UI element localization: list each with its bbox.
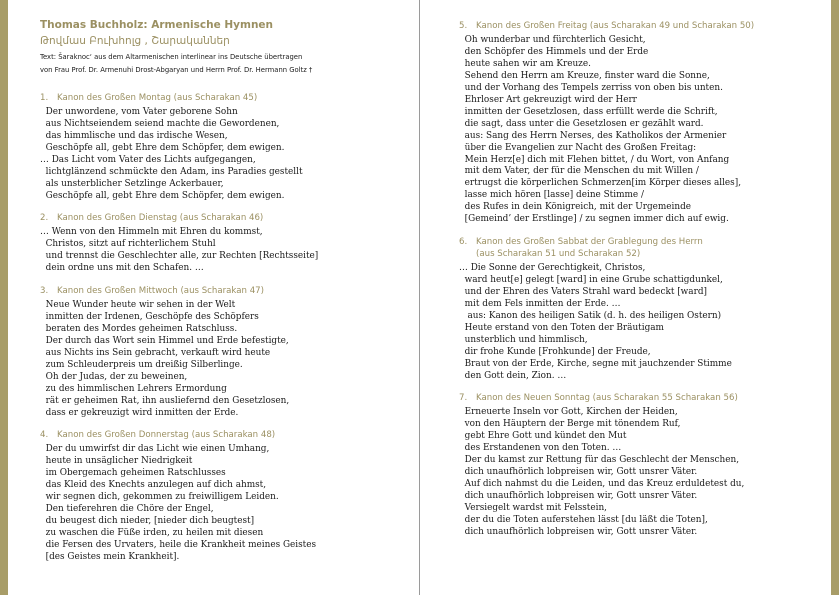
hymn-line: dir frohe Kunde [Frohkunde] der Freude, bbox=[459, 346, 651, 357]
hymn-line: rät er geheimen Rat, ihn ausliefernd den Gesetzlosen, bbox=[40, 395, 290, 406]
hymn-line: ward heut[e] gelegt [ward] in eine Grube schattigdunkel, bbox=[459, 274, 723, 285]
hymn-line: die sagt, dass unter die Gesetzlosen er gezählt ward. bbox=[459, 118, 704, 129]
hymn-line: Heute erstand von den Toten der Bräutigam bbox=[459, 322, 664, 333]
hymn-line: Christos, sitzt auf richterlichem Stuhl bbox=[40, 238, 216, 249]
hymn-line: dich unaufhörlich lobpreisen wir, Gott unsrer Väter. bbox=[459, 490, 698, 501]
hymn-line: [des Geistes mein Krankheit]. bbox=[40, 551, 180, 562]
hymn-line: den Schöpfer des Himmels und der Erde bbox=[459, 46, 649, 57]
hymn-line: Auf dich nahmst du die Leiden, und das Kreuz erduldetest du, bbox=[459, 478, 745, 489]
hymn-line: des Rufes in dein Königreich, mit der Urgemeinde bbox=[459, 202, 692, 213]
hymn-line: wir segnen dich, gekommen zu freiwilligem Leiden. bbox=[40, 491, 279, 502]
section-heading bbox=[459, 236, 732, 260]
hymn-line: Geschöpfe all, gebt Ehre dem Schöpfer, dem ewigen. bbox=[40, 142, 285, 153]
hymn-line: des Erstandenen von den Toten. … bbox=[459, 442, 622, 453]
hymn-line: über die Evangelien zur Nacht des Großen Freitag: bbox=[459, 142, 697, 153]
hymn-line: beraten des Mordes geheimen Ratschluss. bbox=[40, 323, 238, 334]
hymn-line: Der du umwirfst dir das Licht wie einen Umhang, bbox=[40, 444, 270, 454]
armenian-subtitle: Թովմաս Բուխհոլց , Շարականներ bbox=[40, 35, 230, 47]
hymn-line: und der Vorhang des Tempels zerriss von oben bis unten. bbox=[459, 82, 723, 93]
hymn-line: Sehend den Herrn am Kreuze, finster ward die Sonne, bbox=[459, 70, 710, 81]
hymn-line: [Gemeind’ der Erstlinge] / zu segnen immer dich auf ewig. bbox=[459, 214, 729, 225]
hymn-line: heute sahen wir am Kreuze. bbox=[459, 58, 591, 69]
section-heading bbox=[40, 92, 303, 104]
hymn-line: … Die Sonne der Gerechtigkeit, Christos, bbox=[459, 263, 646, 273]
hymn-section bbox=[40, 92, 303, 203]
hymn-text bbox=[40, 300, 289, 420]
hymn-line: Braut von der Erde, Kirche, segne mit jauchzender Stimme bbox=[459, 358, 732, 369]
hymn-line: dein ordne uns mit den Schafen. … bbox=[40, 262, 204, 273]
hymn-line: und trennst die Geschlechter alle, zur Rechten [Rechtsseite] bbox=[40, 250, 319, 261]
hymn-section bbox=[40, 212, 318, 275]
hymn-line: als unsterblicher Setzlinge Ackerbauer, bbox=[40, 178, 224, 189]
hymn-line: Geschöpfe all, gebt Ehre dem Schöpfer, dem ewigen. bbox=[40, 190, 285, 201]
hymn-text bbox=[459, 35, 754, 226]
hymn-line: Neue Wunder heute wir sehen in der Welt bbox=[40, 300, 236, 310]
hymn-line: dich unaufhörlich lobpreisen wir, Gott unsrer Väter. bbox=[459, 466, 698, 477]
hymn-line: aus: Sang des Herrn Nerses, des Katholikos der Armenier bbox=[459, 130, 727, 141]
hymn-line: im Obergemach geheimen Ratschlusses bbox=[40, 467, 226, 478]
hymn-line: lichtglänzend schmückte den Adam, ins Paradies gestellt bbox=[40, 166, 303, 177]
hymn-line: mit dem Fels inmitten der Erde. … bbox=[459, 298, 621, 309]
hymn-text bbox=[40, 107, 303, 203]
section-title: Kanon des Großen Donnerstag (aus Scharakan 48) bbox=[57, 430, 276, 440]
book-spine-divider bbox=[419, 0, 420, 595]
section-title: Kanon des Großen Sabbat der Grablegung des Herrn (aus Scharakan 51 und Scharakan 52) bbox=[476, 237, 703, 259]
document-title: Thomas Buchholz: Armenische Hymnen bbox=[40, 19, 274, 31]
section-title: Kanon des Großen Dienstag (aus Scharakan 46) bbox=[57, 213, 264, 223]
hymn-section bbox=[459, 20, 754, 226]
hymn-line: zu des himmlischen Lehrers Ermordung bbox=[40, 383, 227, 394]
hymn-line: Der unwordene, vom Vater geborene Sohn bbox=[40, 107, 238, 117]
section-title: Kanon des Großen Freitag (aus Scharakan 49 und Scharakan 50) bbox=[476, 21, 755, 31]
hymn-line: Versiegelt wardst mit Felsstein, bbox=[459, 502, 607, 513]
section-title: Kanon des Neuen Sonntag (aus Scharakan 55 Scharakan 56) bbox=[476, 393, 738, 403]
hymn-line: … Das Licht vom Vater des Lichts aufgegangen, bbox=[40, 154, 256, 165]
hymn-line: dich unaufhörlich lobpreisen wir, Gott unsrer Väter. bbox=[459, 526, 698, 537]
section-number: 1. bbox=[40, 93, 49, 103]
section-heading bbox=[40, 285, 289, 297]
section-heading bbox=[40, 212, 318, 224]
section-title: Kanon des Großen Montag (aus Scharakan 45) bbox=[57, 93, 258, 103]
hymn-line: heute in unsäglicher Niedrigkeit bbox=[40, 455, 193, 466]
hymn-line: inmitten der Irdenen, Geschöpfe des Schöpfers bbox=[40, 311, 259, 322]
hymn-line: aus Nichtseiendem seiend machte die Gewordenen, bbox=[40, 118, 280, 129]
hymn-line: die Fersen des Urvaters, heile die Krankheit meines Geistes bbox=[40, 539, 317, 550]
hymn-section bbox=[459, 236, 732, 383]
page-edge-left bbox=[0, 0, 8, 595]
hymn-line: Oh der Judas, der zu beweinen, bbox=[40, 371, 188, 382]
hymn-line: unsterblich und himmlisch, bbox=[459, 334, 588, 345]
hymn-section bbox=[459, 392, 744, 538]
section-number: 2. bbox=[40, 213, 49, 223]
hymn-line: aus Nichts ins Sein gebracht, verkauft wird heute bbox=[40, 347, 271, 358]
hymn-text bbox=[40, 227, 318, 275]
hymn-line: dass er gekreuzigt wird inmitten der Erde. bbox=[40, 407, 239, 418]
hymn-line: von den Häuptern der Berge mit tönendem Ruf, bbox=[459, 418, 681, 429]
section-number: 3. bbox=[40, 286, 49, 296]
text-credit-line-1: Text: Šaraknoc‘ aus dem Altarmenischen interlinear ins Deutsche übertragen bbox=[40, 53, 303, 61]
hymn-line: Oh wunderbar und fürchterlich Gesicht, bbox=[459, 35, 646, 45]
hymn-line: lasse mich hören [lasse] deine Stimme / bbox=[459, 190, 644, 201]
hymn-text bbox=[459, 407, 744, 538]
hymn-text bbox=[459, 263, 732, 383]
hymn-text bbox=[40, 444, 316, 564]
hymn-line: … Wenn von den Himmeln mit Ehren du kommst, bbox=[40, 227, 263, 237]
hymn-line: Der durch das Wort sein Himmel und Erde befestigte, bbox=[40, 335, 289, 346]
hymn-line: Erneuerte Inseln vor Gott, Kirchen der Heiden, bbox=[459, 407, 678, 417]
section-number: 7. bbox=[459, 393, 468, 403]
hymn-line: gebt Ehre Gott und kündet den Mut bbox=[459, 430, 627, 441]
text-credit-line-2: von Frau Prof. Dr. Armenuhi Drost-Abgaryan und Herrn Prof. Dr. Hermann Goltz † bbox=[40, 66, 313, 74]
hymn-line: und der Ehren des Vaters Strahl ward bedeckt [ward] bbox=[459, 286, 707, 297]
section-number: 5. bbox=[459, 21, 468, 31]
hymn-line: das himmlische und das irdische Wesen, bbox=[40, 130, 228, 141]
hymn-line: inmitten der Gesetzlosen, dass erfüllt werde die Schrift, bbox=[459, 106, 718, 117]
section-heading bbox=[459, 392, 744, 404]
page-edge-right bbox=[831, 0, 839, 595]
hymn-line: der du die Toten auferstehen lässt [du läßt die Toten], bbox=[459, 514, 708, 525]
hymn-section bbox=[40, 429, 316, 564]
hymn-line: Mein Herz[e] dich mit Flehen bittet, / du Wort, von Anfang bbox=[459, 154, 730, 165]
hymn-line: den Gott dein, Zion. … bbox=[459, 370, 567, 381]
hymn-line: du beugest dich nieder, [nieder dich beugtest] bbox=[40, 515, 255, 526]
section-heading bbox=[459, 20, 754, 32]
hymn-line: ertrugst die körperlichen Schmerzen[im Körper dieses alles], bbox=[459, 178, 742, 189]
hymn-line: mit dem Vater, der für die Menschen du mit Willen / bbox=[459, 166, 699, 177]
section-heading bbox=[40, 429, 316, 441]
hymn-line: das Kleid des Knechts anzulegen auf dich ahmst, bbox=[40, 479, 267, 490]
hymn-line: zum Schleuderpreis um dreißig Silberlinge. bbox=[40, 359, 243, 370]
hymn-section bbox=[40, 285, 289, 420]
hymn-line: zu waschen die Füße irden, zu heilen mit diesen bbox=[40, 527, 264, 538]
hymn-line: Ehrloser Art gekreuzigt wird der Herr bbox=[459, 94, 637, 105]
section-number: 4. bbox=[40, 430, 49, 440]
section-number: 6. bbox=[459, 237, 468, 247]
hymn-line: Den tieferehren die Chöre der Engel, bbox=[40, 503, 214, 514]
hymn-line: aus: Kanon des heiligen Satik (d. h. des heiligen Ostern) bbox=[459, 310, 722, 321]
section-title: Kanon des Großen Mittwoch (aus Scharakan 47) bbox=[57, 286, 264, 296]
hymn-line: Der du kamst zur Rettung für das Geschlecht der Menschen, bbox=[459, 454, 740, 465]
